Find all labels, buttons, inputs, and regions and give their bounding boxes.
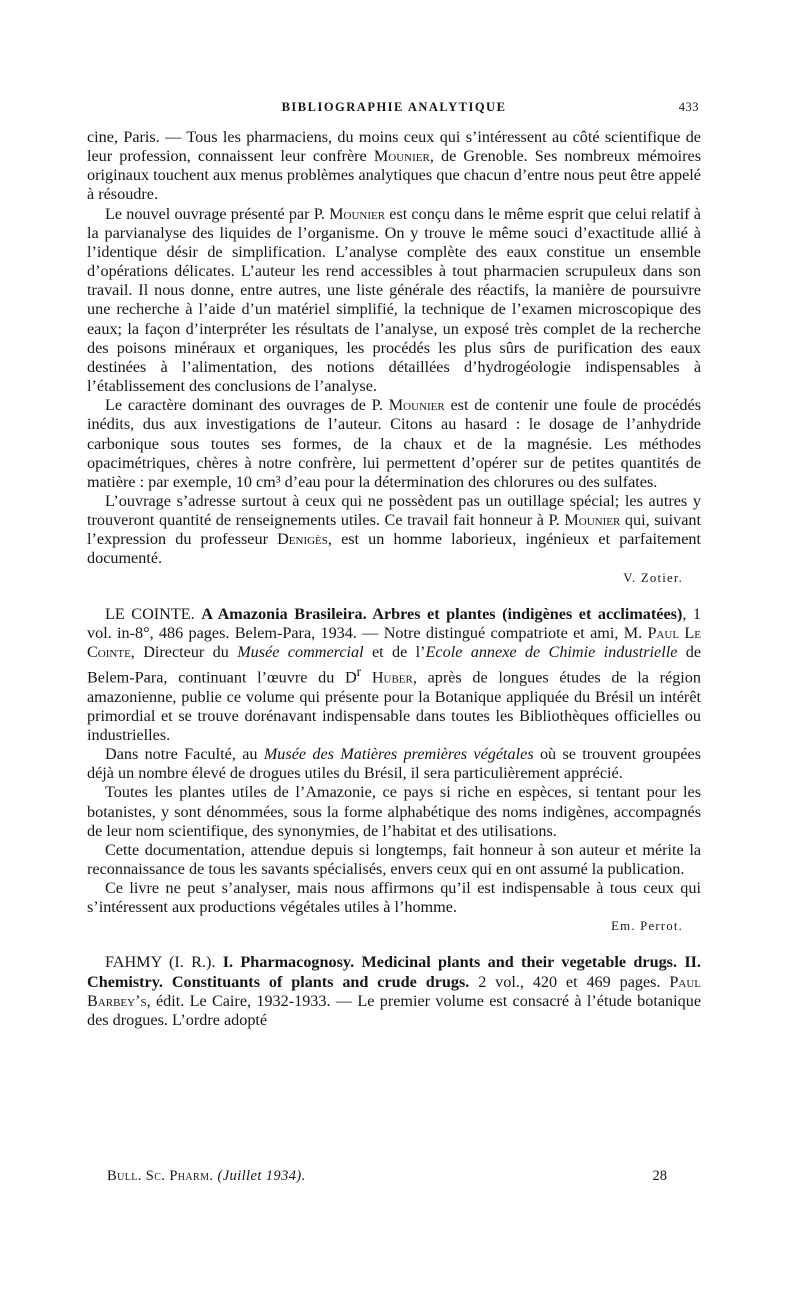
review-lecointe-paragraph-3: Toutes les plantes utiles de l’Amazonie, ce pays si riche en espèces, si tentant pour les botanistes, y sont dénommées, sous la forme alphabétique des noms indigènes, accompagnés de leur nom scientifique, des synonymies, de l’habitat et des utilisations. [87,783,701,840]
footer-journal: Bull. Sc. Pharm. (Juillet 1934). [107,1168,306,1184]
author-name: Denigès [277,530,328,549]
body-text [87,128,701,1030]
page-number: 433 [678,100,699,114]
review-mounier-paragraph-4: L’ouvrage s’adresse surtout à ceux qui ne possèdent pas un outillage spécial; les autres y trouveront quantité de renseignements utiles. Ce travail fait honneur à P. Mounier qui, suivant l’expression du professeur Denigès, est un homme laborieux, ingénieux et parfaitement documenté. [87,491,701,568]
review-mounier-paragraph-2: Le nouvel ouvrage présenté par P. Mounier est conçu dans le même esprit que celui relatif à la parvianalyse des liquides de l’organisme. On y trouve le même souci d’exactitude allié à l’identique désir de simplification. L’analyse complète des eaux constitue un ensemble d’opérations délicates. L’auteur les rend accessibles à tout pharmacien scrupuleux dans son travail. Il nous donne, entre autres, une liste générale des réactifs, la manière de poursuivre une recherche à l’aide d’un matériel simplifié, la technique de l’examen microscopique des eaux; la façon d’interpréter les résultats de l’analyse, un exposé très complet de la recherche des poisons minéraux et organiques, les procédés les plus sûrs de purification des eaux destinées à l’alimentation, des notions détaillées d’hydrogéologie indispensables à l’établissement des conclusions de l’analyse. [87,204,701,396]
running-head-title: BIBLIOGRAPHIE ANALYTIQUE [281,100,507,114]
institution-name: Ecole annexe de Chimie industrielle [425,642,678,661]
entry-author: FAHMY (I. R.). [105,953,223,972]
institution-name: Musée commercial [237,642,364,661]
review-fahmy-paragraph-1: FAHMY (I. R.). I. Pharmacognosy. Medicinal plants and their vegetable drugs. II. Chemistry. Constituants of plants and crude drugs. 2 vol., 420 et 469 pages. Paul Barbey’s, édit. Le Caire, 1932-1933. — Le premier volume est consacré à l’étude botanique des drogues. L’ordre adopté [87,953,701,1029]
section-gap [87,936,701,953]
review-lecointe-paragraph-4: Cette documentation, attendue depuis si longtemps, fait honneur à son auteur et mérite la reconnaissance de tous les savants spécialisés, envers ceux qui en ont assumé la publication. [87,840,701,879]
publisher-name: Paul Barbey’s [87,972,701,1010]
entry-author: LE COINTE. [105,604,202,623]
section-gap [87,588,701,605]
page [87,92,701,1030]
page-footer [107,1168,667,1185]
review-lecointe-paragraph-5: Ce livre ne peut s’analyser, mais nous affirmons qu’il est indispensable à tous ceux qui s’intéressent aux productions végétales utiles à l’homme. [87,879,701,917]
review-mounier-paragraph-3: Le caractère dominant des ouvrages de P. Mounier est de contenir une foule de procédés inédits, dus aux investigations de l’auteur. Citons au hasard : le dosage de l’anhydride carbonique sous toutes ses formes, de la chaux et de la magnésie. Les méthodes opacimétriques, chères à notre confrère, lui permettent d’opérer sur de petites quantités de matière : par exemple, 10 cm³ d’eau pour la détermination des chlorures ou des sulfates. [87,396,701,491]
entry-title: A Amazonia Brasileira. Arbres et plantes (indigènes et acclimatées) [201,604,683,623]
author-name: Mounier [329,204,386,223]
author-name: Mounier [388,396,445,415]
author-name: Mounier [564,511,621,530]
person-name: Huber [361,668,413,687]
entry-title: I. Pharmacognosy. Medicinal plants and their vegetable drugs. II. Chemistry. Constituants of plants and crude drugs. [87,953,701,991]
institution-name: Musée des Matières premières végétales [263,745,534,764]
running-head [87,92,701,118]
review-lecointe-paragraph-2: Dans notre Faculté, au Musée des Matières premières végétales où se trouvent groupées déjà un nombre élevé de drogues utiles du Brésil, il sera particulièrement apprécié. [87,745,701,783]
reviewer-signature: Em. Perrot. [611,919,683,934]
author-name: Mounier [373,147,430,166]
reviewer-signature: V. Zotier. [623,570,683,585]
footer-sheet-number: 28 [652,1168,667,1184]
person-name: Paul Le Cointe [87,623,702,661]
review-mounier-paragraph-1: cine, Paris. — Tous les pharmaciens, du moins ceux qui s’intéressent au côté scientifique de leur profession, connaissent leur confrère Mounier, de Grenoble. Ses nombreux mémoires originaux touchent aux menus problèmes analytiques que chacun d’entre nous peut être appelé à résoudre. [87,128,701,204]
review-lecointe-paragraph-1: LE COINTE. A Amazonia Brasileira. Arbres et plantes (indigènes et acclimatées), 1 vol. in-8°, 486 pages. Belem-Para, 1934. — Notre distingué compatriote et ami, M. Paul Le Cointe, Directeur du Musée commercial et de l’Ecole annexe de Chimie industrielle de Belem-Para, continuant l’œuvre du $D^r$ Huber, après de longues études de la région amazonienne, publie ce volume qui présente pour la Botanique appliquée du Brésil un intérêt primordial et se trouve dorénavant indispensable dans toutes les Bibliothèques officielles ou industrielles. [87,604,702,744]
